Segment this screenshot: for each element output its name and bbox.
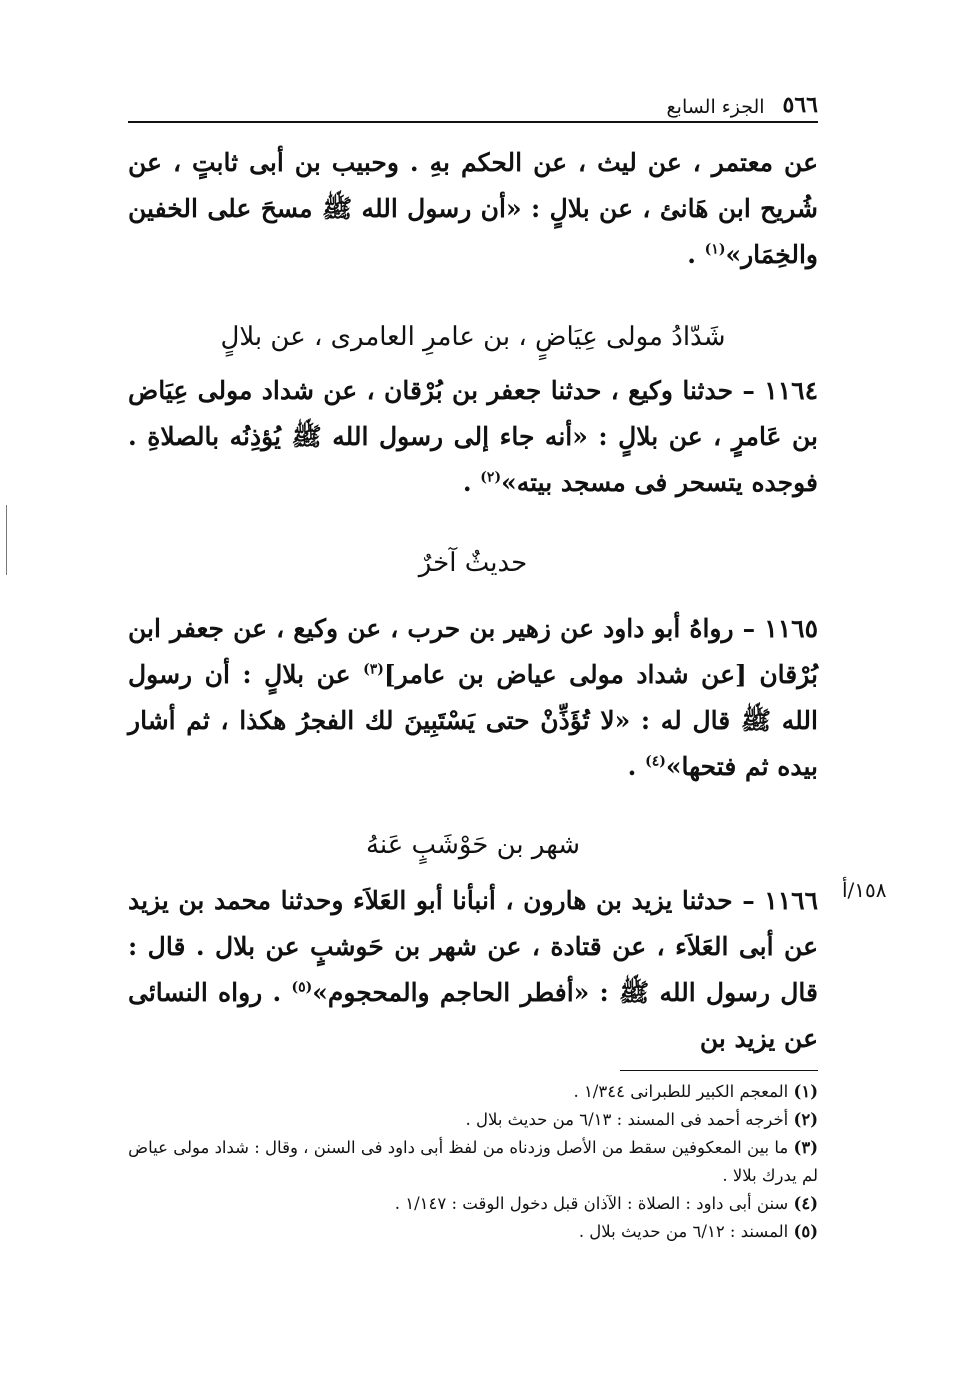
- paragraph-1: [128, 140, 818, 280]
- hadith-1165-text-b: عن بلالٍ : أن رسول الله ﷺ قال له : «لا تُؤَذِّنْ حتى يَسْتَبِينَ لك الفجرُ هكذا ، ثم أشار بيده ثم فتحها»: [128, 660, 818, 781]
- hadith-number-1164: ١١٦٤: [764, 376, 818, 405]
- footnote-marker: (٢): [793, 1110, 818, 1129]
- footnote-2: [128, 1106, 818, 1134]
- footnote-marker: (١): [793, 1082, 818, 1101]
- footnote-ref-2: (٢): [480, 469, 502, 486]
- footnote-ref-1: (١): [704, 241, 726, 258]
- footnote-1: [128, 1078, 818, 1106]
- part-title: الجزء السابع: [666, 96, 765, 118]
- footnote-marker: (٥): [793, 1222, 818, 1241]
- hadith-number-1166: ١١٦٦: [764, 886, 818, 915]
- hadith-1164-end: .: [462, 468, 481, 497]
- footnote-ref-4: (٤): [645, 753, 666, 770]
- hadith-1165-text-a: – رواهُ أبو داود عن زهير بن حرب ، عن وكيع ، عن جعفر ابن بُرْقان [عن شداد مولى عياض بن عامر]: [128, 614, 818, 689]
- page-number: ٥٦٦: [782, 92, 818, 118]
- hadith-1165-end: .: [627, 752, 646, 781]
- hadith-1166-text-b: . رواه النسائى عن يزيد بن: [128, 978, 818, 1053]
- manuscript-folio-note: ١٥٨/أ: [842, 878, 887, 902]
- binding-edge-line: [6, 505, 7, 575]
- hadith-1164-text: – حدثنا وكيع ، حدثنا جعفر بن بُرْقان ، عن شداد مولى عِيَاض بن عَامرٍ ، عن بلالٍ : «أنه جاء إلى رسول الله ﷺ يُؤذِنُه بالصلاةِ . فوجده يتسحر فى مسجد بيته»: [128, 376, 818, 497]
- paragraph-1-text: عن معتمر ، عن ليث ، عن الحكم بهِ . وحبيب بن أبى ثابتٍ ، عن شُريح ابن هَانئ ، عن بلالٍ : «أن رسول الله ﷺ مسحَ على الخفين والخِمَار»: [128, 148, 818, 269]
- section-heading-shahr: شهر بن حَوْشَبٍ عَنهُ: [365, 830, 581, 860]
- hadith-1166: [128, 878, 818, 1062]
- footnote-5: [128, 1218, 818, 1246]
- footnote-text: المعجم الكبير للطبرانى ١/٣٤٤ .: [573, 1082, 794, 1101]
- paragraph-1-end: .: [687, 240, 705, 269]
- section-heading-shaddad: شَدّادُ مولى عِيَاضٍ ، بن عامرِ العامرى ، عن بلالٍ: [220, 322, 726, 352]
- page-header: [128, 78, 818, 118]
- footnote-ref-3: (٣): [363, 661, 384, 678]
- footnote-marker: (٣): [793, 1138, 818, 1157]
- footnotes: [128, 1078, 818, 1246]
- section-heading-another-hadith: حديثٌ آخرٌ: [418, 548, 528, 578]
- header-divider: [128, 121, 818, 123]
- footnote-3: [128, 1134, 818, 1190]
- footnote-text: ما بين المعكوفين سقط من الأصل وزدناه من لفظ أبى داود فى السنن ، وقال : شداد مولى عياض لم يدرك بلالا .: [128, 1138, 818, 1185]
- hadith-1166-text-a: – حدثنا يزيد بن هارون ، أنبأنا أبو العَلاَء وحدثنا محمد بن يزيد عن أبى العَلاَء ، عن قتادة ، عن شهر بن حَوشبٍ عن بلال . قال : قال رسول الله ﷺ : «أفطر الحاجم والمحجوم»: [128, 886, 819, 1007]
- footnote-4: [128, 1190, 818, 1218]
- footnote-divider: [620, 1070, 818, 1071]
- footnote-text: المسند : ٦/١٢ من حديث بلال .: [578, 1222, 794, 1241]
- hadith-1165: [128, 606, 818, 792]
- footnote-text: سنن أبى داود : الصلاة : الآذان قبل دخول الوقت : ١/١٤٧ .: [394, 1194, 794, 1213]
- hadith-number-1165: ١١٦٥: [764, 614, 818, 643]
- hadith-1164: [128, 368, 818, 508]
- footnote-marker: (٤): [793, 1194, 818, 1213]
- main-text: [128, 140, 818, 1062]
- footnote-ref-5: (٥): [291, 979, 313, 996]
- footnote-text: أخرجه أحمد فى المسند : ٦/١٣ من حديث بلال .: [465, 1110, 794, 1129]
